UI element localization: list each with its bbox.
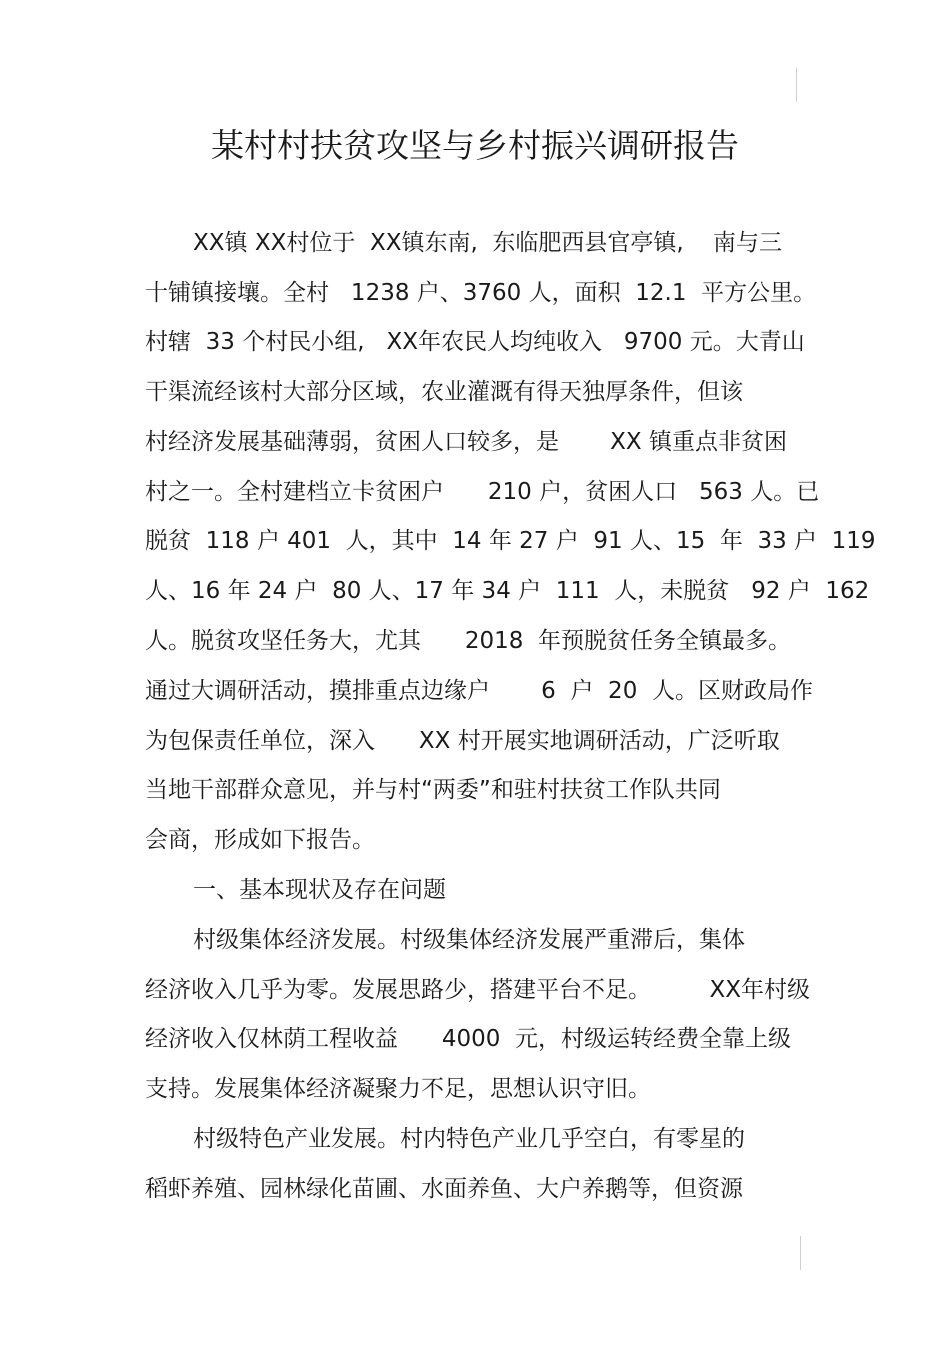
page-corner-mark-top (796, 68, 797, 102)
body-line: 会商，形成如下报告。 (145, 827, 375, 853)
body-line: 村之一。全村建档立卡贫困户 210 户，贫困人口 563 人。已 (145, 479, 820, 505)
body-line: 人。脱贫攻坚任务大，尤其 2018 年预脱贫任务全镇最多。 (145, 628, 792, 654)
body-line: 经济收入几乎为零。发展思路少，搭建平台不足。 XX年村级 (145, 977, 811, 1003)
body-line: 干渠流经该村大部分区域，农业灌溉有得天独厚条件，但该 (145, 379, 743, 405)
body-line: 经济收入仅林荫工程收益 4000 元，村级运转经费全靠上级 (145, 1026, 792, 1052)
body-line: 人、16 年 24 户 80 人、17 年 34 户 111 人，未脱贫 92 户 162 (145, 578, 870, 604)
section-heading: 一、基本现状及存在问题 (193, 877, 446, 903)
body-line: 当地干部群众意见，并与村“两委”和驻村扶贫工作队共同 (145, 777, 721, 803)
body-line: 村级集体经济发展。村级集体经济发展严重滞后，集体 (193, 927, 745, 953)
body-line: 村级特色产业发展。村内特色产业几乎空白，有零星的 (193, 1126, 745, 1152)
document-title: 某村村扶贫攻坚与乡村振兴调研报告 (211, 126, 739, 165)
body-line: 稻虾养殖、园林绿化苗圃、水面养鱼、大户养鹅等，但资源 (145, 1176, 743, 1202)
body-line: XX镇 XX村位于 XX镇东南, 东临肥西县官亭镇, 南与三 (193, 230, 782, 256)
body-line: 村辖 33 个村民小组, XX年农民人均纯收入 9700 元。大青山 (145, 329, 805, 355)
body-line: 村经济发展基础薄弱，贫困人口较多，是 XX 镇重点非贫困 (145, 429, 788, 455)
body-line: 脱贫 118 户 401 人，其中 14 年 27 户 91 人、15 年 33 户 119 (145, 528, 876, 554)
body-line: 支持。发展集体经济凝聚力不足，思想认识守旧。 (145, 1076, 651, 1102)
body-line: 通过大调研活动，摸排重点边缘户 6 户 20 人。区财政局作 (145, 678, 813, 704)
body-line: 为包保责任单位，深入 XX 村开展实地调研活动，广泛听取 (145, 728, 780, 754)
body-line: 十铺镇接壤。全村 1238 户、3760 人，面积 12.1 平方公里。 (145, 280, 817, 306)
page-corner-mark-bottom (800, 1236, 801, 1270)
